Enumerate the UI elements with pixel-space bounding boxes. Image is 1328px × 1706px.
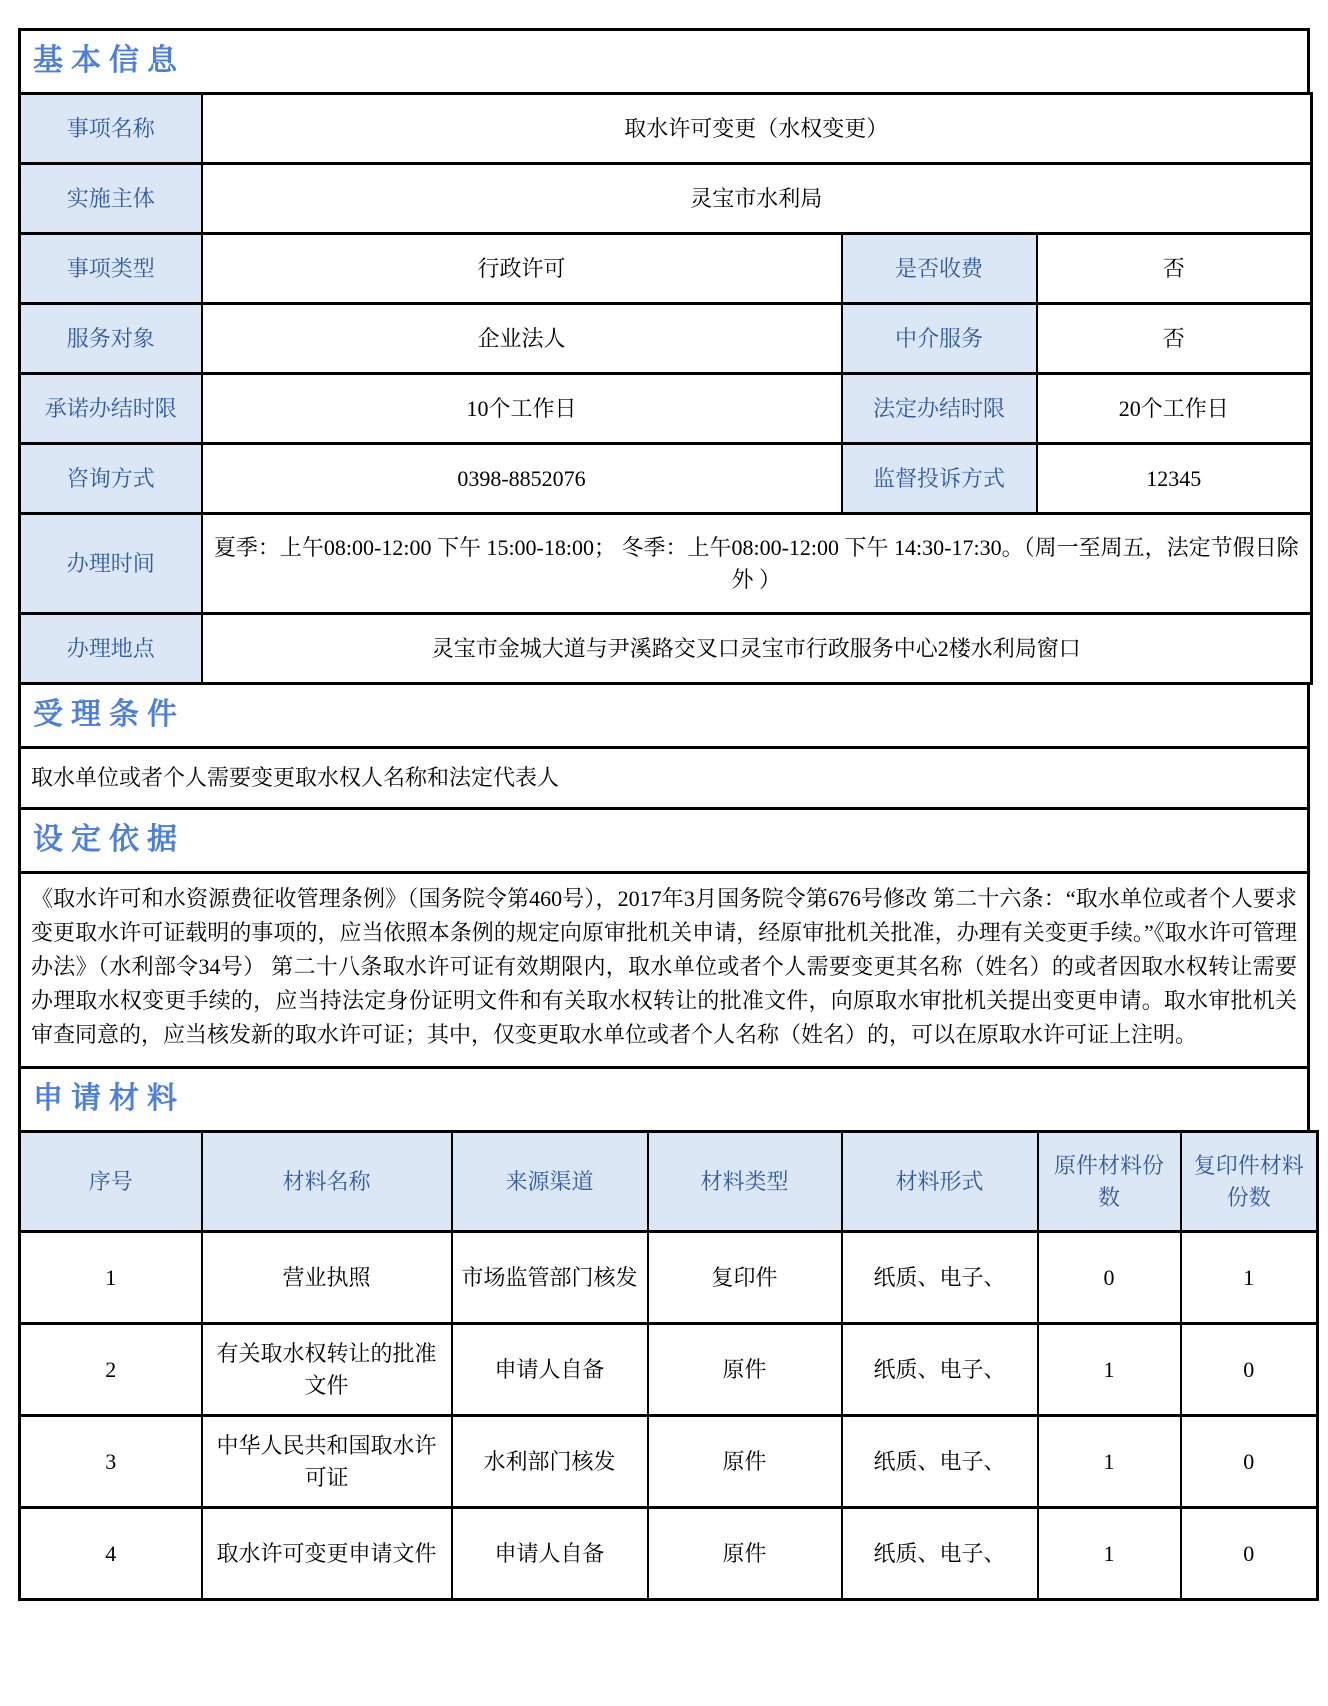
material-type: 原件 xyxy=(648,1416,842,1508)
material-originals: 1 xyxy=(1038,1508,1181,1600)
material-type: 复印件 xyxy=(648,1232,842,1324)
item-type-value: 行政许可 xyxy=(202,234,842,304)
consultation-value: 0398-8852076 xyxy=(202,444,842,514)
service-location-label: 办理地点 xyxy=(20,614,202,684)
material-source: 申请人自备 xyxy=(452,1508,648,1600)
section-title-acceptance: 受理条件 xyxy=(18,682,1310,749)
material-name: 营业执照 xyxy=(202,1232,452,1324)
material-type: 原件 xyxy=(648,1508,842,1600)
material-copies: 0 xyxy=(1181,1416,1318,1508)
material-form: 纸质、电子、 xyxy=(842,1416,1038,1508)
acceptance-condition-text: 取水单位或者个人需要变更取水权人名称和法定代表人 xyxy=(18,746,1310,810)
col-header-form: 材料形式 xyxy=(842,1132,1038,1232)
statutory-limit-label: 法定办结时限 xyxy=(842,374,1037,444)
item-type-label: 事项类型 xyxy=(20,234,202,304)
implementing-body-value: 灵宝市水利局 xyxy=(202,164,1312,234)
item-name-value: 取水许可变更（水权变更） xyxy=(202,94,1312,164)
material-copies: 0 xyxy=(1181,1508,1318,1600)
fee-value: 否 xyxy=(1037,234,1312,304)
material-source: 申请人自备 xyxy=(452,1324,648,1416)
material-type: 原件 xyxy=(648,1324,842,1416)
service-target-label: 服务对象 xyxy=(20,304,202,374)
material-name: 取水许可变更申请文件 xyxy=(202,1508,452,1600)
col-header-material-name: 材料名称 xyxy=(202,1132,452,1232)
service-detail-document xyxy=(18,28,1310,1601)
material-source: 水利部门核发 xyxy=(452,1416,648,1508)
material-form: 纸质、电子、 xyxy=(842,1508,1038,1600)
row-service-location xyxy=(20,614,1312,684)
materials-table xyxy=(18,1130,1319,1601)
material-name: 中华人民共和国取水许可证 xyxy=(202,1416,452,1508)
intermediary-label: 中介服务 xyxy=(842,304,1037,374)
basic-info-table xyxy=(18,92,1313,685)
material-name: 有关取水权转让的批准文件 xyxy=(202,1324,452,1416)
section-title-legal-basis: 设定依据 xyxy=(18,807,1310,874)
fee-label: 是否收费 xyxy=(842,234,1037,304)
statutory-limit-value: 20个工作日 xyxy=(1037,374,1312,444)
material-copies: 1 xyxy=(1181,1232,1318,1324)
material-row xyxy=(20,1324,1318,1416)
material-row xyxy=(20,1508,1318,1600)
material-originals: 1 xyxy=(1038,1416,1181,1508)
material-originals: 1 xyxy=(1038,1324,1181,1416)
material-form: 纸质、电子、 xyxy=(842,1232,1038,1324)
service-hours-value: 夏季：上午08:00-12:00 下午 15:00-18:00； 冬季：上午08:00-12:00 下午 14:30-17:30。（周一至周五，法定节假日除外 ） xyxy=(202,514,1312,614)
legal-basis-text: 《取水许可和水资源费征收管理条例》（国务院令第460号），2017年3月国务院令第676号修改 第二十六条：“取水单位或者个人要求变更取水许可证载明的事项的，应当依照本条例的规定向原审批机关申请，经原审批机关批准，办理有关变更手续。”《取水许可管理办法》（水利部令34号） 第二十八条取水许可证有效期限内，取水单位或者个人需要变更其名称（姓名）的或者因取水权转让需要办理取水权变更手续的，应当持法定身份证明文件和有关取水权转让的批准文件，向原取水审批机关提出变更申请。取水审批机关审查同意的，应当核发新的取水许可证；其中，仅变更取水单位或者个人名称（姓名）的，可以在原取水许可证上注明。 xyxy=(18,871,1310,1069)
row-item-name xyxy=(20,94,1312,164)
material-no: 2 xyxy=(20,1324,202,1416)
service-target-value: 企业法人 xyxy=(202,304,842,374)
material-no: 3 xyxy=(20,1416,202,1508)
supervision-value: 12345 xyxy=(1037,444,1312,514)
implementing-body-label: 实施主体 xyxy=(20,164,202,234)
material-no: 4 xyxy=(20,1508,202,1600)
material-source: 市场监管部门核发 xyxy=(452,1232,648,1324)
promised-limit-label: 承诺办结时限 xyxy=(20,374,202,444)
service-location-value: 灵宝市金城大道与尹溪路交叉口灵宝市行政服务中心2楼水利局窗口 xyxy=(202,614,1312,684)
row-service-target-intermediary xyxy=(20,304,1312,374)
consultation-label: 咨询方式 xyxy=(20,444,202,514)
material-row xyxy=(20,1232,1318,1324)
row-time-limits xyxy=(20,374,1312,444)
row-service-hours xyxy=(20,514,1312,614)
section-title-materials: 申请材料 xyxy=(18,1066,1310,1133)
col-header-originals: 原件材料份数 xyxy=(1038,1132,1181,1232)
col-header-no: 序号 xyxy=(20,1132,202,1232)
section-title-basic-info: 基本信息 xyxy=(18,28,1310,95)
materials-header-row xyxy=(20,1132,1318,1232)
col-header-copies: 复印件材料份数 xyxy=(1181,1132,1318,1232)
row-implementing-body xyxy=(20,164,1312,234)
material-originals: 0 xyxy=(1038,1232,1181,1324)
material-form: 纸质、电子、 xyxy=(842,1324,1038,1416)
service-hours-label: 办理时间 xyxy=(20,514,202,614)
col-header-type: 材料类型 xyxy=(648,1132,842,1232)
material-no: 1 xyxy=(20,1232,202,1324)
col-header-source: 来源渠道 xyxy=(452,1132,648,1232)
row-contacts xyxy=(20,444,1312,514)
material-copies: 0 xyxy=(1181,1324,1318,1416)
supervision-label: 监督投诉方式 xyxy=(842,444,1037,514)
intermediary-value: 否 xyxy=(1037,304,1312,374)
material-row xyxy=(20,1416,1318,1508)
promised-limit-value: 10个工作日 xyxy=(202,374,842,444)
item-name-label: 事项名称 xyxy=(20,94,202,164)
row-item-type-fee xyxy=(20,234,1312,304)
